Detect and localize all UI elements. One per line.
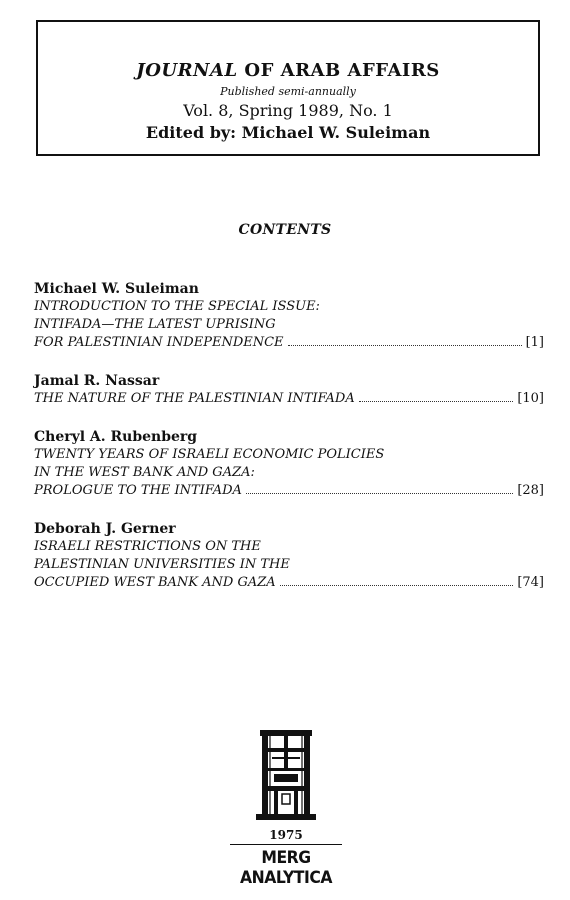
publisher-logo bbox=[230, 728, 342, 888]
entry-title-line: INTIFADA—THE LATEST UPRISING bbox=[34, 317, 276, 332]
editor-credit: Edited by: Michael W. Suleiman bbox=[145, 123, 431, 142]
entry-page-number: [10] bbox=[517, 391, 544, 406]
entry-page-number: [28] bbox=[517, 483, 544, 498]
entry-author: Michael W. Suleiman bbox=[34, 281, 199, 297]
toc-entry bbox=[34, 520, 544, 592]
entry-page-number: [1] bbox=[525, 335, 544, 350]
journal-title-rest: OF ARAB AFFAIRS bbox=[237, 60, 440, 81]
volume-info: Vol. 8, Spring 1989, No. 1 bbox=[183, 101, 393, 120]
entry-title-text: OCCUPIED WEST BANK AND GAZA bbox=[34, 575, 276, 590]
masthead-box bbox=[36, 20, 540, 156]
logo-divider bbox=[230, 844, 342, 845]
publisher-name: MERG ANALYTICA bbox=[239, 848, 333, 888]
entry-title-text: THE NATURE OF THE PALESTINIAN INTIFADA bbox=[34, 391, 355, 406]
entry-title-line: PALESTINIAN UNIVERSITIES IN THE bbox=[34, 557, 290, 572]
table-of-contents bbox=[34, 280, 544, 612]
toc-entry bbox=[34, 280, 544, 352]
entry-title-text: FOR PALESTINIAN INDEPENDENCE bbox=[34, 335, 284, 350]
entry-author: Deborah J. Gerner bbox=[34, 521, 176, 537]
publication-frequency: Published semi-annually bbox=[220, 85, 356, 98]
toc-entry bbox=[34, 428, 544, 500]
entry-title-line: IN THE WEST BANK AND GAZA: bbox=[34, 465, 255, 480]
entry-title-line: INTRODUCTION TO THE SPECIAL ISSUE: bbox=[34, 299, 320, 314]
entry-author: Cheryl A. Rubenberg bbox=[34, 429, 198, 445]
entry-page-number: [74] bbox=[517, 575, 544, 590]
contents-heading: CONTENTS bbox=[238, 222, 332, 238]
printing-press-icon bbox=[256, 728, 316, 822]
entry-title-last-line bbox=[34, 574, 544, 592]
journal-title bbox=[38, 60, 538, 82]
journal-title-italic: JOURNAL bbox=[136, 60, 238, 81]
entry-title-last-line bbox=[34, 334, 544, 352]
toc-entry bbox=[34, 372, 544, 408]
entry-title-line: ISRAELI RESTRICTIONS ON THE bbox=[34, 539, 261, 554]
entry-title-text: PROLOGUE TO THE INTIFADA bbox=[34, 483, 242, 498]
entry-title-line: TWENTY YEARS OF ISRAELI ECONOMIC POLICIES bbox=[34, 447, 385, 462]
entry-title-last-line bbox=[34, 390, 544, 408]
dot-leader bbox=[280, 574, 514, 586]
dot-leader bbox=[359, 390, 514, 402]
dot-leader bbox=[288, 334, 522, 346]
dot-leader bbox=[246, 482, 513, 494]
entry-title-last-line bbox=[34, 482, 544, 500]
entry-author: Jamal R. Nassar bbox=[34, 373, 160, 389]
publisher-year: 1975 bbox=[269, 828, 303, 842]
